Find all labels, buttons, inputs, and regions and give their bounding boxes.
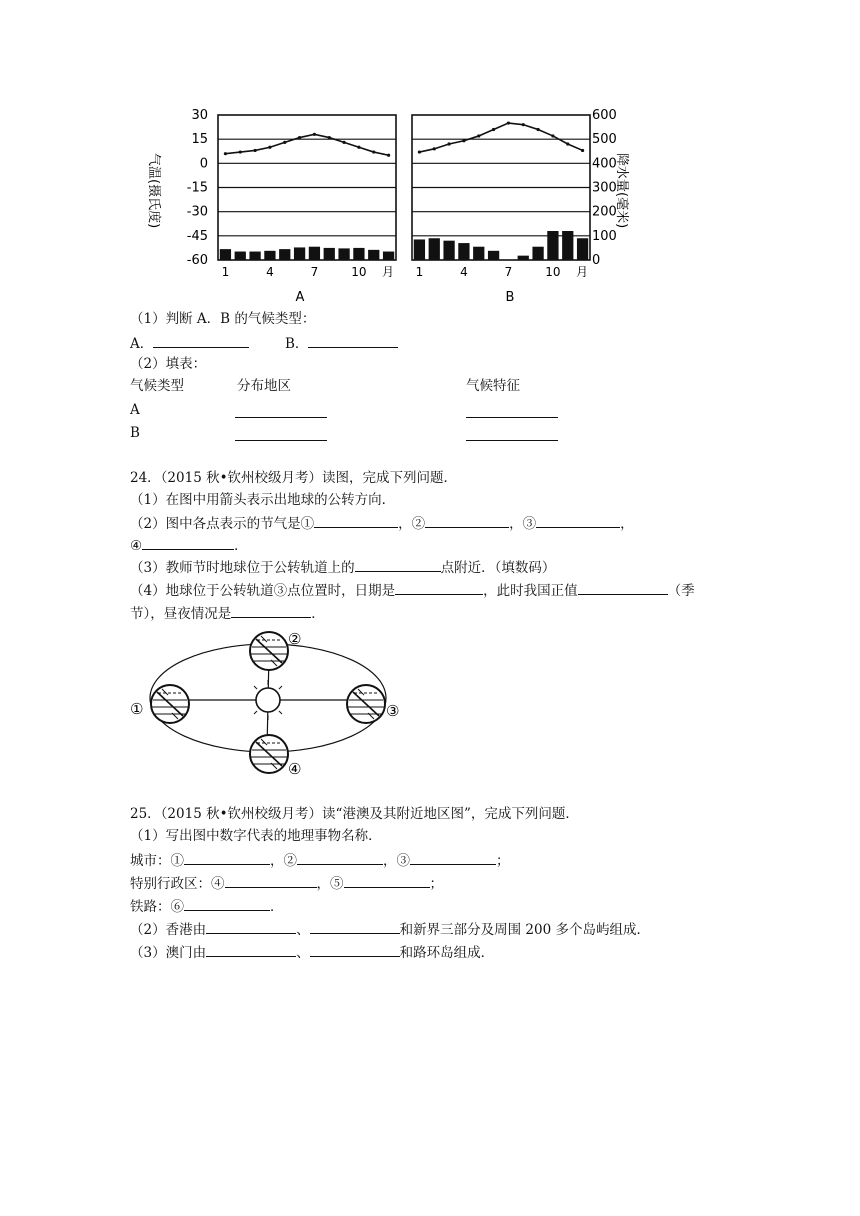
q23-b-region-blank[interactable] — [235, 427, 327, 441]
month-tick-label: 4 — [266, 265, 274, 279]
q24-comma: ， — [509, 516, 523, 532]
q23-b-feature-blank[interactable] — [466, 427, 558, 441]
q25-part3-suffix: 和路环岛组成． — [399, 945, 495, 961]
q24-part3-suffix: 点附近．（填数码） — [440, 560, 556, 576]
q24-comma: ， — [398, 516, 412, 532]
q23-b-blank[interactable] — [308, 334, 398, 348]
precipitation-tick-label: 0 — [592, 253, 601, 268]
temperature-tick-label: 0 — [199, 156, 208, 172]
q25-city-label: 城市： — [130, 853, 171, 869]
precipitation-tick-label: 600 — [592, 108, 617, 123]
temperature-point — [268, 146, 271, 149]
orbit-label-2: ② — [288, 630, 302, 648]
precipitation-bar — [414, 239, 425, 260]
q25-n6: ⑥ — [170, 899, 184, 915]
month-tick-label: 10 — [351, 265, 367, 279]
q25-part2 — [130, 920, 650, 939]
temperature-point — [447, 142, 450, 145]
precipitation-bar — [294, 247, 305, 260]
q24-n4: ④ — [130, 538, 143, 554]
precipitation-bar — [443, 241, 454, 260]
month-tick-label: 1 — [415, 265, 424, 279]
temperature-tick-label: 15 — [191, 132, 208, 148]
q25-part3-prefix: （3）澳门由 — [130, 945, 207, 961]
q24-part4-prefix: （4）地球位于公转轨道 — [130, 583, 274, 599]
q23-answer-b — [285, 334, 398, 353]
q23-part1: （1）判断 A．B 的气候类型： — [130, 311, 316, 327]
q24-part3 — [130, 558, 555, 577]
q24-part3-prefix: （3）教师节时地球位于公转轨道上的 — [130, 560, 355, 576]
precipitation-tick-label: 500 — [592, 132, 617, 148]
q24-blank-5[interactable] — [355, 558, 441, 572]
precipitation-bar — [309, 247, 320, 260]
precipitation-bar — [383, 252, 394, 260]
q24-comma: ， — [316, 876, 330, 892]
month-tick-label: 7 — [504, 265, 513, 279]
month-tick-label: 10 — [545, 265, 561, 279]
precipitation-bar — [220, 249, 231, 260]
q24-blank-8[interactable] — [231, 604, 311, 618]
q24-blank-7[interactable] — [578, 581, 668, 595]
q23-col-region: 分布地区 — [237, 378, 291, 394]
q25-blank-5[interactable] — [344, 874, 430, 888]
q24-part4-mid2: ，此时我国正值 — [483, 583, 578, 599]
q23-a-region-blank[interactable] — [235, 404, 327, 418]
month-tick-label: 7 — [310, 265, 319, 279]
temperature-line — [419, 123, 582, 152]
q23-col-feature: 气候特征 — [466, 378, 520, 394]
q24-part5-prefix: 节），昼夜情况是 — [130, 606, 232, 622]
q25-n2: ② — [283, 853, 297, 869]
q24-n3: ③ — [522, 516, 537, 532]
q25-blank-4[interactable] — [225, 874, 317, 888]
temperature-point — [581, 149, 584, 152]
precipitation-bar — [562, 231, 573, 260]
temperature-point — [283, 141, 286, 144]
chart-b-label: B — [505, 290, 515, 305]
orbit-label-3: ③ — [386, 702, 400, 720]
month-tick-label: 4 — [460, 265, 468, 279]
temperature-point — [418, 150, 421, 153]
q24-part4-tail: （季 — [667, 583, 695, 599]
temperature-point — [298, 136, 301, 139]
q25-n1: ① — [170, 853, 184, 869]
temperature-tick-label: -60 — [186, 253, 208, 268]
q23-a-label: A． — [130, 336, 154, 352]
month-unit-label: 月 — [381, 265, 394, 279]
temperature-point — [477, 134, 480, 137]
q23-answer-a — [130, 334, 249, 353]
q24-comma: ， — [383, 853, 397, 869]
temperature-point — [462, 139, 465, 142]
q24-period: ． — [311, 606, 325, 622]
q25-dun: 、 — [296, 945, 310, 961]
q25-blank-10[interactable] — [310, 943, 400, 957]
q25-blank-6[interactable] — [184, 897, 270, 911]
q25-dun: 、 — [296, 922, 310, 938]
precipitation-axis — [592, 108, 617, 268]
earth-orbit-diagram — [128, 624, 418, 780]
precipitation-bar — [488, 251, 499, 260]
q24-comma: ， — [620, 516, 634, 532]
temperature-point — [342, 141, 345, 144]
q25-blank-2[interactable] — [297, 851, 383, 865]
q25-city — [130, 851, 510, 870]
precipitation-bar — [264, 251, 275, 260]
q24-part2-cont — [130, 536, 248, 555]
temperature-axis — [187, 108, 208, 268]
q25-n4: ④ — [211, 876, 225, 892]
temperature-point — [372, 150, 375, 153]
q25-part2-prefix: （2）香港由 — [130, 922, 207, 938]
temperature-point — [239, 150, 242, 153]
month-unit-label: 月 — [575, 265, 588, 279]
temperature-axis-label: 气温(摄氏度) — [146, 153, 161, 229]
precipitation-bar — [547, 231, 558, 260]
temperature-tick-label: -45 — [186, 228, 208, 244]
earth-icon — [250, 632, 288, 670]
q24-part4 — [130, 581, 695, 600]
q24-part1: （1）在图中用箭头表示出地球的公转方向． — [130, 492, 396, 508]
q23-row-a: A — [130, 402, 140, 418]
q23-a-blank[interactable] — [153, 334, 249, 348]
q25-blank-3[interactable] — [410, 851, 496, 865]
q23-a-feature-blank[interactable] — [466, 404, 558, 418]
q25-part2-suffix: 和新界三部分及周围 200 多个岛屿组成． — [399, 922, 650, 938]
q25-blank-8[interactable] — [310, 920, 400, 934]
q24-title: 24．（2015 秋•钦州校级月考）读图，完成下列问题． — [130, 470, 458, 486]
precipitation-bar — [473, 247, 484, 260]
q24-part2-prefix: （2）图中各点表示的节气是 — [130, 516, 301, 532]
precipitation-bar — [353, 248, 364, 260]
q25-part1: （1）写出图中数字代表的地理事物名称． — [130, 828, 382, 844]
q25-blank-1[interactable] — [184, 851, 270, 865]
chart-a — [218, 115, 396, 279]
chart-b — [412, 115, 590, 279]
orbit-label-1: ① — [130, 700, 144, 718]
q25-rail-label: 铁路： — [130, 899, 171, 915]
q23-row-b: B — [130, 425, 140, 441]
q24-blank-3[interactable] — [536, 514, 620, 528]
precipitation-bar — [324, 248, 335, 260]
q24-period: ． — [270, 899, 284, 915]
q25-sar — [130, 874, 443, 893]
q25-sar-label: 特别行政区： — [130, 876, 211, 892]
temperature-point — [566, 142, 569, 145]
precipitation-bar — [338, 248, 349, 260]
precipitation-bar — [518, 256, 529, 260]
precipitation-bar — [429, 238, 440, 260]
temperature-point — [433, 147, 436, 150]
temperature-point — [328, 136, 331, 139]
temperature-tick-label: -30 — [186, 204, 208, 220]
q23-part2: （2）填表： — [130, 356, 207, 372]
q25-rail — [130, 897, 284, 916]
q25-blank-9[interactable] — [206, 943, 296, 957]
q24-blank-1[interactable] — [314, 514, 398, 528]
temperature-point — [357, 146, 360, 149]
q24-comma: ， — [270, 853, 284, 869]
q24-n2: ② — [411, 516, 426, 532]
q25-blank-7[interactable] — [206, 920, 296, 934]
q25-semicolon: ； — [496, 853, 510, 869]
q23-b-label: B． — [285, 336, 309, 352]
q24-part2 — [130, 514, 634, 533]
precipitation-tick-label: 400 — [592, 156, 617, 172]
precipitation-bar — [235, 252, 246, 260]
temperature-point — [313, 133, 316, 136]
temperature-line — [225, 134, 388, 155]
precipitation-bar — [279, 249, 290, 260]
orbit-label-4: ④ — [288, 760, 302, 778]
q25-n5: ⑤ — [330, 876, 344, 892]
temperature-tick-label: -15 — [186, 180, 208, 196]
temperature-point — [387, 154, 390, 157]
temperature-point — [522, 123, 525, 126]
precipitation-tick-label: 100 — [592, 228, 617, 244]
q24-blank-2[interactable] — [425, 514, 509, 528]
precipitation-bar — [458, 243, 469, 260]
temperature-point — [507, 121, 510, 124]
q24-part4-mid1: 点位置时，日期是 — [287, 583, 396, 599]
earth-icon — [347, 685, 385, 723]
q24-blank-4[interactable] — [142, 536, 234, 550]
q25-semicolon: ； — [429, 876, 443, 892]
earth-icon — [151, 685, 189, 723]
climate-charts — [120, 105, 640, 310]
q24-n1: ① — [300, 516, 315, 532]
precipitation-bar — [368, 250, 379, 260]
temperature-point — [492, 128, 495, 131]
precipitation-bar — [532, 247, 543, 260]
precipitation-tick-label: 200 — [592, 204, 617, 220]
q24-part4-cont — [130, 604, 325, 623]
q24-period: ． — [234, 538, 248, 554]
q25-title: 25．（2015 秋•钦州校级月考）读“港澳及其附近地区图”，完成下列问题． — [130, 806, 579, 822]
q24-part4-n3: ③ — [273, 583, 288, 599]
precipitation-tick-label: 300 — [592, 180, 617, 196]
q24-blank-6[interactable] — [395, 581, 483, 595]
earth-icon — [250, 735, 288, 773]
temperature-point — [551, 134, 554, 137]
temperature-point — [224, 152, 227, 155]
temperature-point — [536, 128, 539, 131]
temperature-tick-label: 30 — [191, 108, 208, 123]
temperature-point — [253, 149, 256, 152]
precipitation-bar — [577, 238, 588, 260]
q25-n3: ③ — [396, 853, 410, 869]
month-tick-label: 1 — [221, 265, 230, 279]
precipitation-axis-label: 降水量(毫米) — [614, 153, 629, 229]
q25-part3 — [130, 943, 494, 962]
precipitation-bar — [249, 252, 260, 260]
q23-col-type: 气候类型 — [130, 378, 184, 394]
chart-a-label: A — [295, 290, 305, 305]
